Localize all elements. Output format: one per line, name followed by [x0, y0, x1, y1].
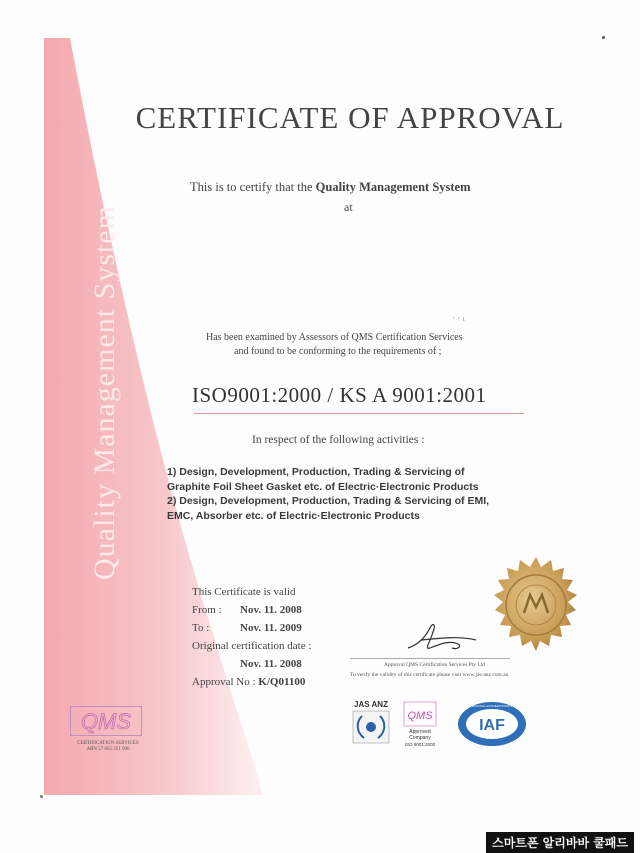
signature-caption: Approval QMS Certification Services Pty Ltd: [384, 662, 485, 668]
approval-number: [192, 673, 311, 691]
examined-statement: [206, 331, 463, 359]
to-value: Nov. 11. 2009: [240, 622, 302, 634]
approval-value: K/Q01100: [258, 676, 306, 688]
jas-anz-logo: [350, 698, 392, 746]
validity-block: [192, 583, 311, 691]
activity-line: 2) Design, Development, Production, Trading & Servicing of EMI,: [167, 495, 490, 507]
from-value: Nov. 11. 2008: [240, 604, 302, 616]
jas-anz-text: JAS ANZ: [354, 700, 388, 709]
qms-caption-line-1: CERTIFICATION SERVICES: [77, 741, 139, 746]
activities-intro: In respect of the following activities :: [252, 434, 425, 446]
to-label: To :: [192, 622, 210, 634]
original-date: [192, 655, 311, 673]
from-label: From :: [192, 604, 222, 616]
activity-line: 1) Design, Development, Production, Trading & Servicing of: [167, 466, 465, 478]
certificate-title: CERTIFICATE OF APPROVAL: [135, 100, 565, 135]
approved-line-1: Approved: [409, 729, 431, 735]
standard-underline: [194, 413, 524, 414]
certify-subject: Quality Management System: [315, 180, 471, 194]
faint-mark: · · ₜ: [452, 313, 465, 323]
iaf-ring-text: INTERNATIONAL ACCREDITATION FORUM: [461, 704, 523, 708]
validity-to: [192, 619, 311, 637]
validity-heading: This Certificate is valid: [192, 586, 296, 598]
activity-line: EMC, Absorber etc. of Electric·Electronic Products: [167, 509, 420, 522]
approved-company-logo: [402, 700, 438, 750]
examined-line-1: Has been examined by Assessors of QMS Certification Services: [206, 332, 463, 343]
activity-line: Graphite Foil Sheet Gasket etc. of Electric·Electronic Products: [167, 480, 479, 493]
approval-label: Approval No :: [192, 676, 256, 688]
examined-line-2: and found to be conforming to the requirements of ;: [234, 346, 442, 357]
certify-prefix: This is to certify that the: [190, 180, 313, 194]
signature-image: [400, 618, 480, 658]
qms-caption-line-2: ABN 57 065 251 096: [86, 747, 130, 752]
gold-seal-icon: [484, 555, 588, 659]
qms-logo: [70, 706, 142, 736]
approved-logo-text: QMS: [407, 710, 433, 722]
qms-logo-text: QMS: [80, 709, 132, 734]
certify-line: [190, 180, 471, 195]
original-date-label: Original certification date :: [192, 640, 312, 652]
standard-title: ISO9001:2000 / KS A 9001:2001: [192, 383, 487, 407]
activities-list: [167, 465, 489, 523]
iaf-logo: [456, 700, 528, 748]
sidebar-vertical-text: Quality Management System: [88, 205, 121, 580]
approved-line-3: ISO 9001:2000: [404, 742, 436, 747]
watermark-caption: 스마트폰 알리바바 쿨패드: [486, 832, 634, 853]
speck: [40, 795, 43, 798]
original-date-value: Nov. 11. 2008: [240, 658, 302, 670]
verify-caption: To verify the validity of this certificate please visit www.jas-anz.com.au: [350, 672, 509, 678]
iaf-text: IAF: [479, 717, 505, 734]
validity-from: [192, 601, 311, 619]
speck: [602, 36, 605, 39]
qms-caption: [70, 741, 146, 753]
at-text: at: [344, 200, 353, 214]
approved-line-2: Company: [409, 735, 431, 741]
